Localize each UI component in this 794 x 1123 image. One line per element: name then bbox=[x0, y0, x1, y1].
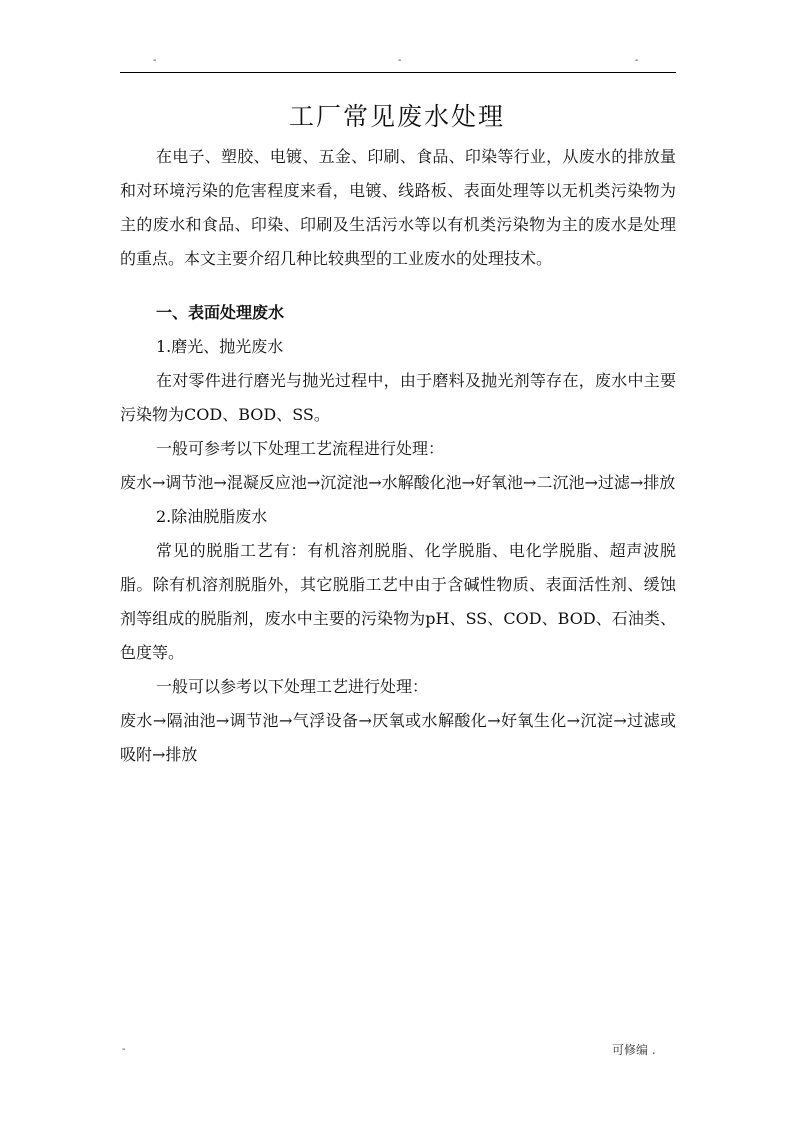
subsection-heading-1: 1.磨光、抛光废水 bbox=[156, 337, 284, 356]
spacer bbox=[120, 276, 676, 296]
footer-left-mark: - bbox=[122, 1044, 126, 1055]
header-rule bbox=[120, 72, 676, 73]
subsection-2-process-intro: 一般可以参考以下处理工艺进行处理： bbox=[156, 677, 429, 696]
footer-editable-note: 可修编 . bbox=[612, 1043, 656, 1057]
document-title: 工厂常见废水处理 bbox=[288, 102, 505, 131]
subsection-1-description: 在对零件进行磨光与抛光过程中，由于磨料及抛光剂等存在，废水中主要污染物为COD、BOD、SS。 bbox=[120, 371, 676, 424]
header-mark-left: - bbox=[153, 55, 157, 66]
subsection-2-process-flow: 废水→隔油池→调节池→气浮设备→厌氧或水解酸化→好氧生化→沉淀→过滤或吸附→排放 bbox=[120, 711, 676, 764]
section-heading: 一、表面处理废水 bbox=[156, 303, 285, 322]
header-mark-center: - bbox=[398, 55, 402, 66]
header-mark-right: - bbox=[635, 55, 639, 66]
subsection-1-process-flow: 废水→调节池→混凝反应池→沉淀池→水解酸化池→好氧池→二沉池→过滤→排放 bbox=[120, 473, 676, 492]
header-marks bbox=[120, 56, 676, 68]
subsection-1-process-intro: 一般可参考以下处理工艺流程进行处理： bbox=[156, 439, 445, 458]
subsection-heading-2: 2.除油脱脂废水 bbox=[156, 507, 268, 526]
document-body bbox=[120, 140, 676, 772]
intro-paragraph: 在电子、塑胶、电镀、五金、印刷、食品、印染等行业，从废水的排放量和对环境污染的危害程度来看，电镀、线路板、表面处理等以无机类污染物为主的废水和食品、印染、印刷及生活污水等以有机类污染物为主的废水是处理的重点。本文主要介绍几种比较典型的工业废水的处理技术。 bbox=[120, 147, 676, 268]
subsection-2-description: 常见的脱脂工艺有：有机溶剂脱脂、化学脱脂、电化学脱脂、超声波脱脂。除有机溶剂脱脂外，其它脱脂工艺中由于含碱性物质、表面活性剂、缓蚀剂等组成的脱脂剂，废水中主要的污染物为pH、SS、COD、BOD、石油类、色度等。 bbox=[120, 541, 676, 662]
